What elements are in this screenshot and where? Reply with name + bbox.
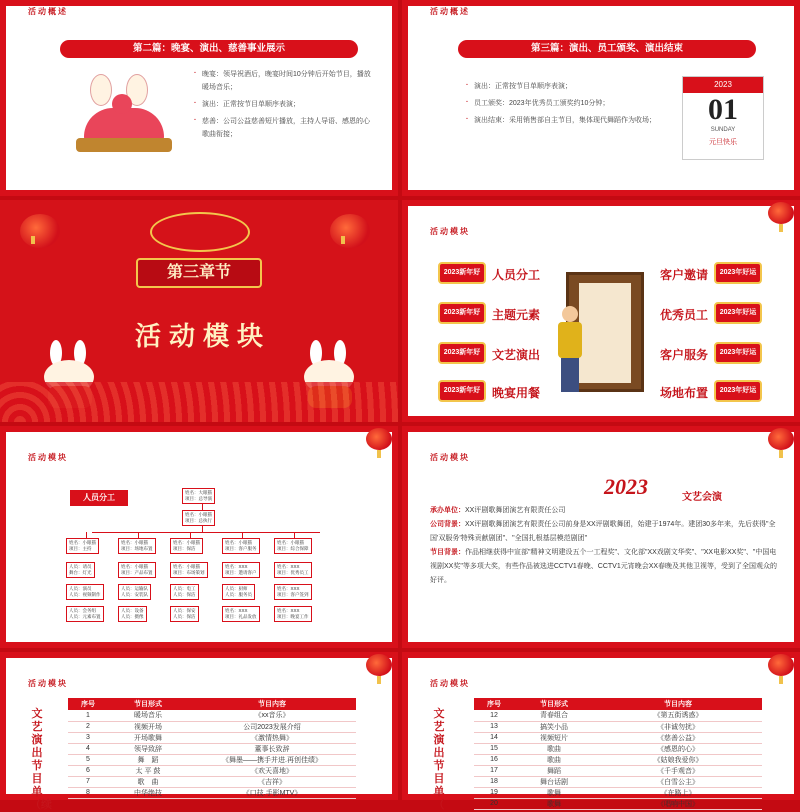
year-logo: 2023: [604, 474, 648, 499]
slide-program-list-1[interactable]: [0, 652, 398, 811]
info-row: 节目背景：作品相继获得中宣部"精神文明建设五个一工程奖"、文化部"XX戏剧文华奖"、"XX电影XX奖"、"中国电视剧XX奖"等多项大奖，有些作品被选进CCTV1春晚、CCTV1元宵晚会XX春晚及其他卫视等，受到了全国观众的好评。: [430, 549, 778, 584]
slide-chapter-cover[interactable]: [0, 200, 398, 422]
slide-overview-part2[interactable]: [0, 0, 398, 196]
company-info: [430, 504, 780, 588]
org-node: 姓名：小眼猫 项目：产品布置: [118, 562, 156, 578]
org-node: 姓名：小眼猫 项目：保洁: [170, 538, 203, 554]
vertical-title: 文艺演出节目单（续: [30, 708, 52, 811]
module-item: 主题元素: [492, 308, 541, 322]
slide-header: 活动模块: [430, 453, 470, 462]
slide-header: 活动模块: [430, 679, 470, 688]
org-node: 人员：演员 人员：视频制作: [66, 584, 104, 600]
table-row: 3 开场歌舞 《激情热舞》: [68, 732, 356, 743]
org-node: 人员：会务组 人员：元素布置: [66, 606, 104, 622]
chapter-title: 活动模块: [134, 321, 271, 351]
org-node: 姓名：XXX 项目：礼品发放: [222, 606, 260, 622]
new-year-tag: 2023新年好: [438, 302, 486, 324]
calendar-year: 2023: [683, 77, 763, 93]
table-row: 17 舞蹈 《千手观音》: [474, 765, 762, 776]
cloud-ornament: [150, 212, 250, 252]
slide-header: 活动模块: [28, 679, 68, 688]
table-row: 5 舞 蹈 《舞墨——携手并进.再创佳绩》: [68, 754, 356, 765]
org-node: 姓名：XXX 项目：邀请客户: [222, 562, 260, 578]
section-banner: 第三篇：演出、员工颁奖、演出结束: [458, 40, 756, 58]
slide-overview-part3[interactable]: [402, 0, 800, 196]
bullet-item: · 员工颁奖：2023年优秀员工颁奖约10分钟；: [466, 97, 666, 110]
lantern-icon: [366, 654, 392, 676]
org-node: 姓名：小眼猫 项目：综合保障: [274, 538, 312, 554]
module-item: 客户服务: [660, 348, 709, 362]
bullet-item: · 演出：正常按节目单顺序表演；: [194, 98, 374, 111]
table-row: 15 歌曲 《感恩的心》: [474, 743, 762, 754]
bullet-item: · 晚宴：领导祝酒后，晚宴时间10分钟后开始节目，播放暖场音乐；: [194, 68, 374, 94]
org-node: 姓名：小眼猫 项目：总执行: [182, 510, 215, 526]
program-table: 序号 节目形式 节目内容 1 暖场音乐 《xx音乐》 2 视频开场 公司2023发展介绍 3 开场歌舞 《激情热舞》 4 领导致辞 董事长致辞 5 舞 蹈 《舞墨——携手并进.再创佳绩》 6 太 平 鼓 《欢天喜地》 7 歌 曲 《吉祥》 8 中华绝技 《口技.手影MTV》: [68, 698, 356, 799]
table-row: 6 太 平 鼓 《欢天喜地》: [68, 765, 356, 776]
org-node: 姓名：XXX 项目：客户签到: [274, 584, 312, 600]
slide-module-overview[interactable]: [402, 200, 800, 422]
org-node: 人员：保安 人员：保洁: [170, 606, 199, 622]
lantern-icon: [366, 428, 392, 450]
org-node: 姓名：大眼猫 项目：总导演: [182, 488, 215, 504]
org-node: 姓名：小眼猫 项目：布场策划: [170, 562, 208, 578]
good-luck-tag: 2023年好运: [714, 302, 762, 324]
new-year-tag: 2023新年好: [438, 380, 486, 402]
bullet-list: [466, 80, 666, 131]
table-row: 19 歌舞 《在路上》: [474, 787, 762, 798]
table-row: 4 领导致辞 董事长致辞: [68, 743, 356, 754]
slide-header: 活动概述: [430, 7, 470, 16]
org-node: 姓名：XXX 项目：晚宴工作: [274, 606, 312, 622]
slide-header: 活动模块: [28, 453, 68, 462]
new-year-tag: 2023新年好: [438, 262, 486, 284]
bullet-item: · 演出：正常按节目单顺序表演；: [466, 80, 666, 93]
table-row: 12 青春组合 《第五街诱惑》: [474, 710, 762, 721]
chapter-label: 第三章节: [136, 258, 262, 288]
slide-header: 活动概述: [28, 7, 68, 16]
table-row: 7 歌 曲 《吉祥》: [68, 776, 356, 787]
lantern-icon: [768, 654, 794, 676]
calendar-weekday: SUNDAY: [710, 127, 736, 133]
calendar-day: 01: [708, 93, 738, 126]
org-node: 人员：运输队 人员：安装队: [118, 584, 151, 600]
module-item: 优秀员工: [660, 308, 709, 322]
table-row: 13 搞笑小品 《非诚勿扰》: [474, 721, 762, 732]
org-node: 人员：设备 人员：摄像: [118, 606, 147, 622]
table-row: 20 歌舞 《唱响中国》: [474, 798, 762, 809]
org-node: 人员：电工 人员：保洁: [170, 584, 199, 600]
vertical-title: 文艺演出节目单（: [433, 708, 445, 811]
module-item: 人员分工: [492, 268, 541, 282]
calendar-caption: 元旦快乐: [709, 139, 737, 146]
lantern-icon: [20, 214, 60, 248]
module-item: 场地布置: [660, 386, 709, 400]
wave-pattern: [0, 382, 398, 422]
slide-header: 活动模块: [430, 227, 470, 236]
section-banner: 第二篇：晚宴、演出、慈善事业展示: [60, 40, 358, 58]
module-item: 文艺演出: [492, 348, 541, 362]
bullet-item: · 演出结束：采用销售部自主节目，集体现代舞蹈作为收场；: [466, 114, 666, 127]
table-row: 1 暖场音乐 《xx音乐》: [68, 710, 356, 721]
org-node: 人员：请员 舞台：灯光: [66, 562, 95, 578]
org-chart-title: 人员分工: [70, 490, 128, 506]
table-row: 14 视频短片 《慈善公益》: [474, 732, 762, 743]
table-row: 2 视频开场 公司2023发展介绍: [68, 721, 356, 732]
module-item: 晚宴用餐: [492, 386, 541, 400]
lantern-icon: [768, 202, 794, 224]
good-luck-tag: 2023年好运: [714, 342, 762, 364]
slide-performance-intro[interactable]: [402, 426, 800, 648]
bullet-item: · 慈善：公司公益慈善短片播放，主持人导语、感恩的心歌曲衔接；: [194, 115, 374, 141]
logo-subtitle: 文艺会演: [682, 492, 722, 503]
calendar-icon: [682, 76, 764, 160]
lantern-icon: [768, 428, 794, 450]
table-row: 16 歌曲 《姑娘我爱你》: [474, 754, 762, 765]
slide-staff-division[interactable]: [0, 426, 398, 648]
org-node: 姓名：XXX 项目：优秀员工: [274, 562, 312, 578]
good-luck-tag: 2023年好运: [714, 380, 762, 402]
person-illustration: [558, 306, 584, 392]
org-node: 姓名：小眼猫 项目：客户服务: [222, 538, 260, 554]
info-row: 公司背景：XX评剧歌舞团演艺有限责任公司前身是XX评剧歌舞团，始建于1974年。建团30多年来，先后获得"全国'双服务'特殊贡献剧团"、"全国扎根基层模范剧团": [430, 521, 776, 542]
lantern-icon: [330, 214, 370, 248]
table-row: 18 舞台话剧 《白雪公主》: [474, 776, 762, 787]
module-item: 客户邀请: [660, 268, 709, 282]
table-row: 8 中华绝技 《口技.手影MTV》: [68, 787, 356, 798]
new-year-tag: 2023新年好: [438, 342, 486, 364]
org-node: 姓名：小眼猫 项目：主持: [66, 538, 99, 554]
program-table: 序号 节目形式 节目内容 12 青春组合 《第五街诱惑》 13 搞笑小品 《非诚勿扰》 14 视频短片 《慈善公益》 15 歌曲 《感恩的心》 16 歌曲 《姑娘我爱你》 17 舞蹈 《千手观音》 18 舞台话剧 《白雪公主》 19 歌舞 《在路上》 20 歌舞 《唱响中国》: [474, 698, 762, 810]
info-row: 承办单位：XX评剧歌舞团演艺有限责任公司: [430, 507, 566, 514]
banquet-rabbit-illustration: [76, 68, 172, 160]
bullet-list: [194, 68, 374, 145]
slide-program-list-2[interactable]: [402, 652, 800, 811]
good-luck-tag: 2023年好运: [714, 262, 762, 284]
org-node: 人员：厨师 人员：服务员: [222, 584, 255, 600]
org-node: 姓名：小眼猫 项目：场地布置: [118, 538, 156, 554]
